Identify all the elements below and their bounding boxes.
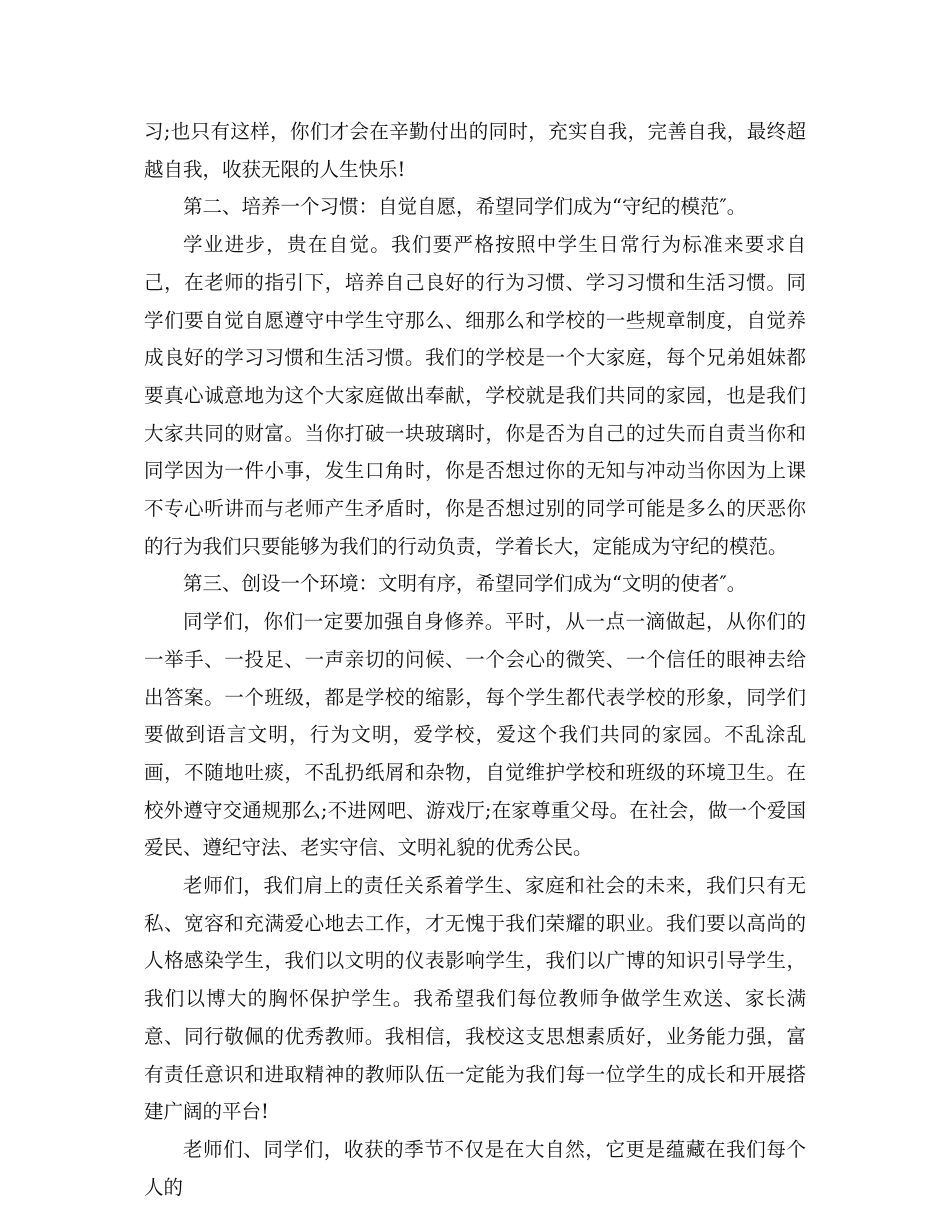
- paragraph-closing: 老师们、同学们，收获的季节不仅是在大自然，它更是蕴藏在我们每个人的: [144, 1137, 806, 1199]
- section-heading-habit: 第二、培养一个习惯：自觉自愿，希望同学们成为“守纪的模范″。: [183, 195, 747, 219]
- paragraph-teachers: 老师们，我们肩上的责任关系着学生、家庭和社会的未来，我们只有无私、宽容和充满爱心地去工作，才无愧于我们荣耀的职业。我们要以高尚的人格感染学生，我们以文明的仪表影响学生，我们以广博的知识引导学生，我们以博大的胸怀保护学生。我希望我们每位教师争做学生欢送、家长满意、同行敬佩的优秀教师。我相信，我校这支思想素质好，业务能力强，富有责任意识和进取精神的教师队伍一定能为我们每一位学生的成长和开展搭建广阔的平台!: [144, 874, 806, 1124]
- paragraph-self-discipline: 学业进步，贵在自觉。我们要严格按照中学生日常行为标准来要求自己，在老师的指引下，培养自己良好的行为习惯、学习习惯和生活习惯。同学们要自觉自愿遵守中学生守那么、细那么和学校的一些规章制度，自觉养成良好的学习习惯和生活习惯。我们的学校是一个大家庭，每个兄弟姐妹都要真心诚意地为这个大家庭做出奉献，学校就是我们共同的家园，也是我们大家共同的财富。当你打破一块玻璃时，你是否为自己的过失而自责当你和同学因为一件小事，发生口角时，你是否想过你的无知与冲动当你因为上课不专心听讲而与老师产生矛盾时，你是否想过别的同学可能是多么的厌恶你的行为我们只要能够为我们的行动负责，学着长大，定能成为守纪的模范。: [144, 233, 806, 558]
- paragraph-continuation: 习;也只有这样，你们才会在辛勤付出的同时，充实自我，完善自我，最终超越自我，收获无限的人生快乐!: [144, 120, 806, 181]
- document-page: [144, 113, 806, 1206]
- section-heading-environment: 第三、创设一个环境：文明有序，希望同学们成为“文明的使者″。: [183, 572, 747, 596]
- paragraph-civility: 同学们，你们一定要加强自身修养。平时，从一点一滴做起，从你们的一举手、一投足、一声亲切的问候、一个会心的微笑、一个信任的眼神去给出答案。一个班级，都是学校的缩影，每个学生都代表学校的形象，同学们要做到语言文明，行为文明，爱学校，爱这个我们共同的家园。不乱涂乱画，不随地吐痰，不乱扔纸屑和杂物，自觉维护学校和班级的环境卫生。在校外遵守交通规那么;不进网吧、游戏厅;在家尊重父母。在社会，做一个爱国爱民、遵纪守法、老实守信、文明礼貌的优秀公民。: [144, 610, 806, 860]
